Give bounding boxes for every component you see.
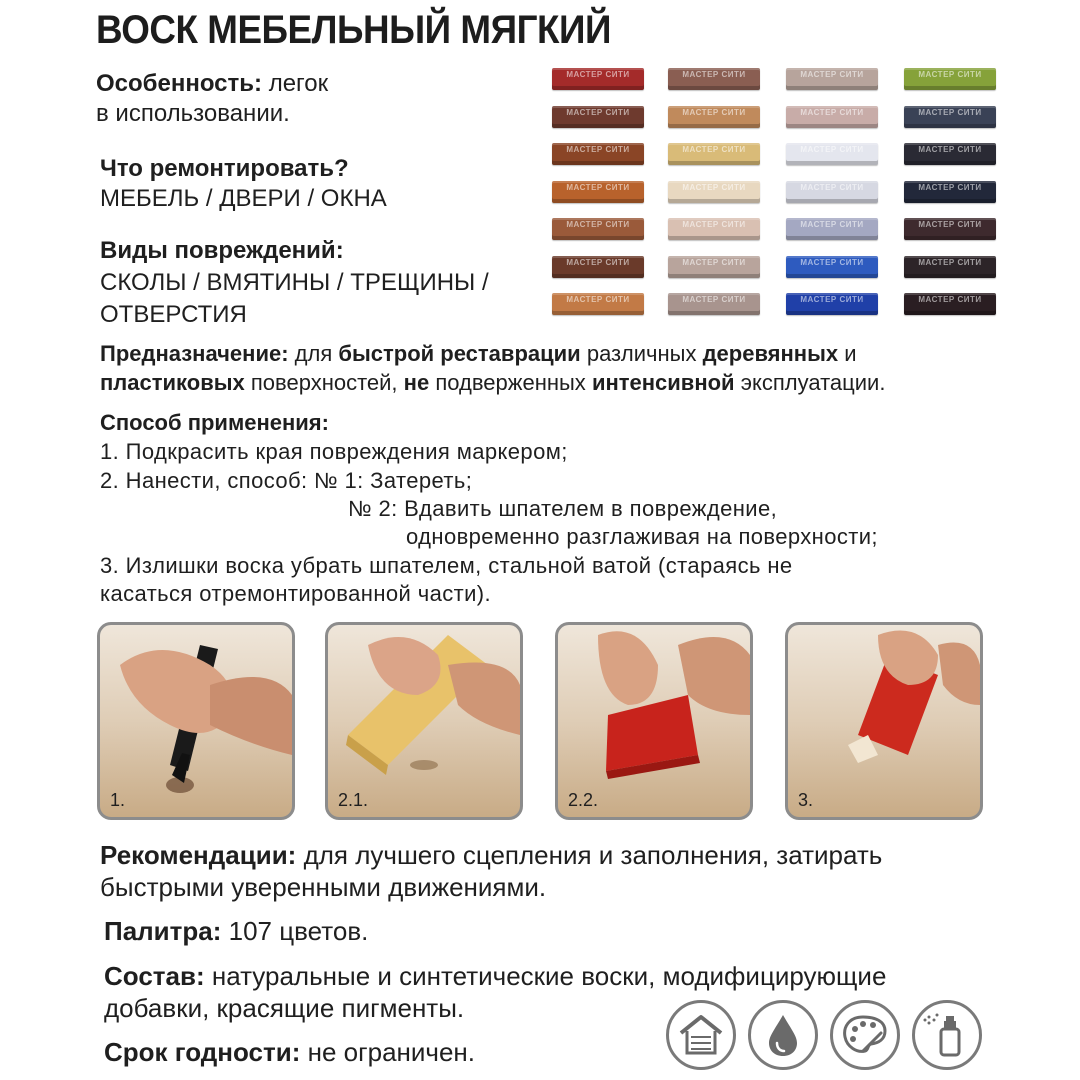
wax-swatch: МАСТЕР СИТИ (552, 218, 644, 240)
feature-line2: в использовании. (96, 100, 290, 127)
step-photo-marker (97, 622, 295, 820)
wax-swatch: МАСТЕР СИТИ (668, 143, 760, 165)
purpose-text: для (294, 341, 333, 366)
feature-line1 (96, 69, 328, 99)
wax-swatch: МАСТЕР СИТИ (552, 106, 644, 128)
wax-swatch: МАСТЕР СИТИ (786, 68, 878, 90)
palette-value: 107 цветов. (228, 916, 369, 946)
method-step1: 1. Подкрасить края повреждения маркером; (100, 439, 568, 464)
step-number: 2.1. (338, 790, 369, 810)
spatula-scrape-illustration (788, 625, 980, 817)
wax-swatch: МАСТЕР СИТИ (786, 106, 878, 128)
wax-swatch: МАСТЕР СИТИ (786, 218, 878, 240)
purpose-bold: деревянных (702, 341, 839, 366)
wax-swatch: МАСТЕР СИТИ (904, 181, 996, 203)
wax-swatch: МАСТЕР СИТИ (668, 293, 760, 315)
purpose-bold: интенсивной (591, 370, 735, 395)
house-icon (666, 1000, 736, 1070)
purpose-text: и (844, 341, 857, 366)
palette-icon (830, 1000, 900, 1070)
wax-swatch: МАСТЕР СИТИ (552, 256, 644, 278)
purpose-bold: пластиковых (100, 370, 245, 395)
composition-label: Состав: (104, 961, 205, 991)
palette-label: Палитра: (104, 916, 222, 946)
composition-line2: добавки, красящие пигменты. (104, 993, 465, 1023)
wax-swatch: МАСТЕР СИТИ (668, 256, 760, 278)
step-number: 2.2. (568, 790, 599, 810)
purpose-label: Предназначение: (100, 341, 289, 366)
shelf-life-label: Срок годности: (104, 1037, 301, 1067)
method-step3a: 3. Излишки воска убрать шпателем, стальной ватой (стараясь не (100, 553, 793, 578)
page-title: ВОСК МЕБЕЛЬНЫЙ МЯГКИЙ (96, 8, 611, 52)
wax-swatch: МАСТЕР СИТИ (552, 293, 644, 315)
repair-value: МЕБЕЛЬ / ДВЕРИ / ОКНА (100, 185, 387, 212)
composition-line1 (104, 958, 886, 994)
shelf-life-line (104, 1034, 475, 1070)
composition-value: натуральные и синтетические воски, модифицирующие (211, 961, 887, 991)
wax-swatch: МАСТЕР СИТИ (786, 181, 878, 203)
wax-swatch: МАСТЕР СИТИ (552, 68, 644, 90)
wax-swatch: МАСТЕР СИТИ (668, 68, 760, 90)
step-number: 1. (110, 790, 126, 810)
step-number: 3. (798, 790, 814, 810)
method-label: Способ применения: (100, 410, 329, 435)
wax-swatch: МАСТЕР СИТИ (904, 293, 996, 315)
wax-swatch: МАСТЕР СИТИ (904, 106, 996, 128)
recommend-line2: быстрыми уверенными движениями. (100, 872, 547, 902)
wax-swatch: МАСТЕР СИТИ (904, 68, 996, 90)
recommend-line1 (100, 837, 882, 873)
method-step2c: одновременно разглаживая на поверхности; (406, 524, 878, 549)
method-step2: 2. Нанести, способ: № 1: Затереть; (100, 468, 473, 493)
purpose-text: поверхностей, (250, 370, 398, 395)
purpose-text: эксплуатации. (740, 370, 886, 395)
purpose-bold: не (403, 370, 430, 395)
spray-can-icon (912, 1000, 982, 1070)
recommend-label: Рекомендации: (100, 840, 297, 870)
purpose-text: различных (586, 341, 697, 366)
spatula-press-illustration (558, 625, 750, 817)
wax-swatch: МАСТЕР СИТИ (786, 143, 878, 165)
wax-swatch: МАСТЕР СИТИ (904, 256, 996, 278)
damage-label: Виды повреждений: (100, 237, 344, 264)
wax-rub-illustration (328, 625, 520, 817)
wax-swatch: МАСТЕР СИТИ (552, 143, 644, 165)
method-step2b: № 2: Вдавить шпателем в повреждение, (348, 496, 778, 521)
wax-swatch: МАСТЕР СИТИ (552, 181, 644, 203)
recommend-value: для лучшего сцепления и заполнения, затирать (303, 840, 883, 870)
damage-line1: СКОЛЫ / ВМЯТИНЫ / ТРЕЩИНЫ / (100, 269, 489, 296)
shelf-life-value: не ограничен. (307, 1037, 475, 1067)
method-step3b: касаться отремонтированной части). (100, 581, 492, 606)
feature-label: Особенность: (96, 70, 263, 97)
feature-value: легок (268, 70, 329, 97)
wax-swatch: МАСТЕР СИТИ (786, 293, 878, 315)
palette-line (104, 913, 368, 949)
wax-swatch: МАСТЕР СИТИ (904, 218, 996, 240)
purpose-line2 (100, 368, 885, 398)
drop-icon (748, 1000, 818, 1070)
marker-illustration (100, 625, 292, 817)
step-photo-rub (325, 622, 523, 820)
wax-swatch: МАСТЕР СИТИ (786, 256, 878, 278)
wax-swatch: МАСТЕР СИТИ (668, 218, 760, 240)
step-photo-scrape (785, 622, 983, 820)
wax-swatch: МАСТЕР СИТИ (668, 181, 760, 203)
repair-label: Что ремонтировать? (100, 155, 349, 182)
damage-line2: ОТВЕРСТИЯ (100, 301, 247, 328)
purpose-bold: быстрой реставрации (338, 341, 581, 366)
purpose-line1 (100, 339, 857, 369)
step-photo-press (555, 622, 753, 820)
wax-swatch: МАСТЕР СИТИ (904, 143, 996, 165)
purpose-text: подверженных (435, 370, 586, 395)
wax-swatch: МАСТЕР СИТИ (668, 106, 760, 128)
